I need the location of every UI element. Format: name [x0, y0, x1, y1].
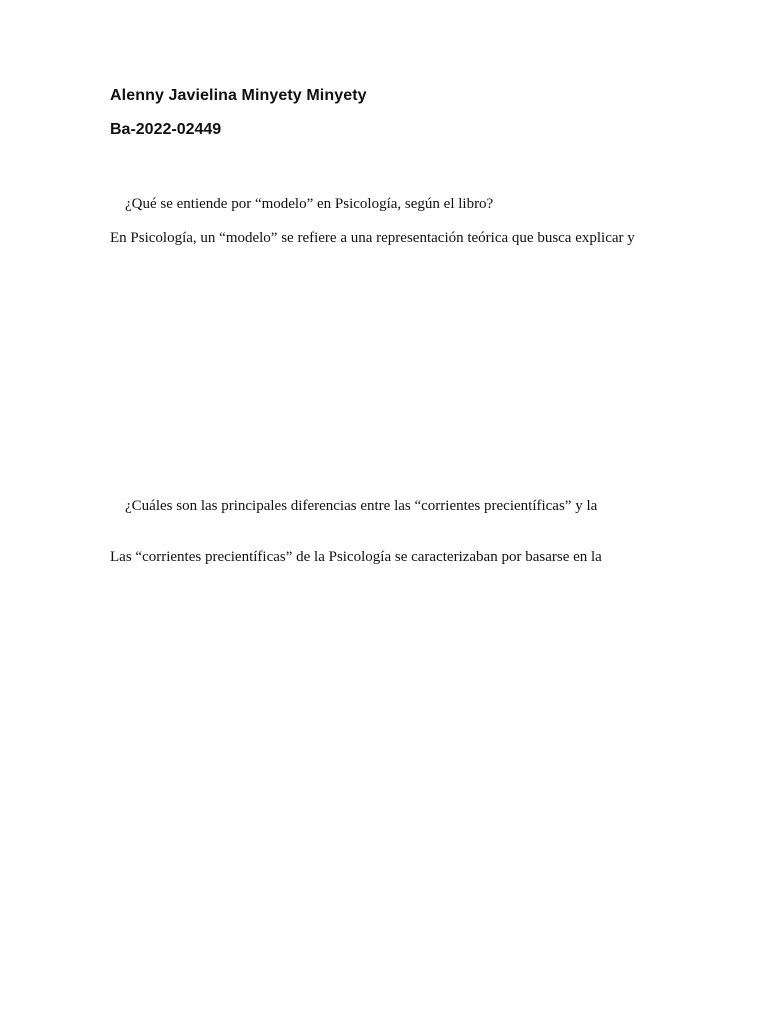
- question-2: ¿Cuáles son las principales diferencias entre las “corrientes precientíficas” y la: [125, 498, 598, 514]
- answer-1: En Psicología, un “modelo” se refiere a una representación teórica que busca explicar y: [110, 230, 635, 246]
- student-id: Ba-2022-02449: [110, 121, 222, 138]
- author-name: Alenny Javielina Minyety Minyety: [110, 87, 367, 104]
- question-1: ¿Qué se entiende por “modelo” en Psicología, según el libro?: [125, 196, 494, 212]
- answer-2: Las “corrientes precientíficas” de la Psicología se caracterizaban por basarse en la: [110, 549, 602, 565]
